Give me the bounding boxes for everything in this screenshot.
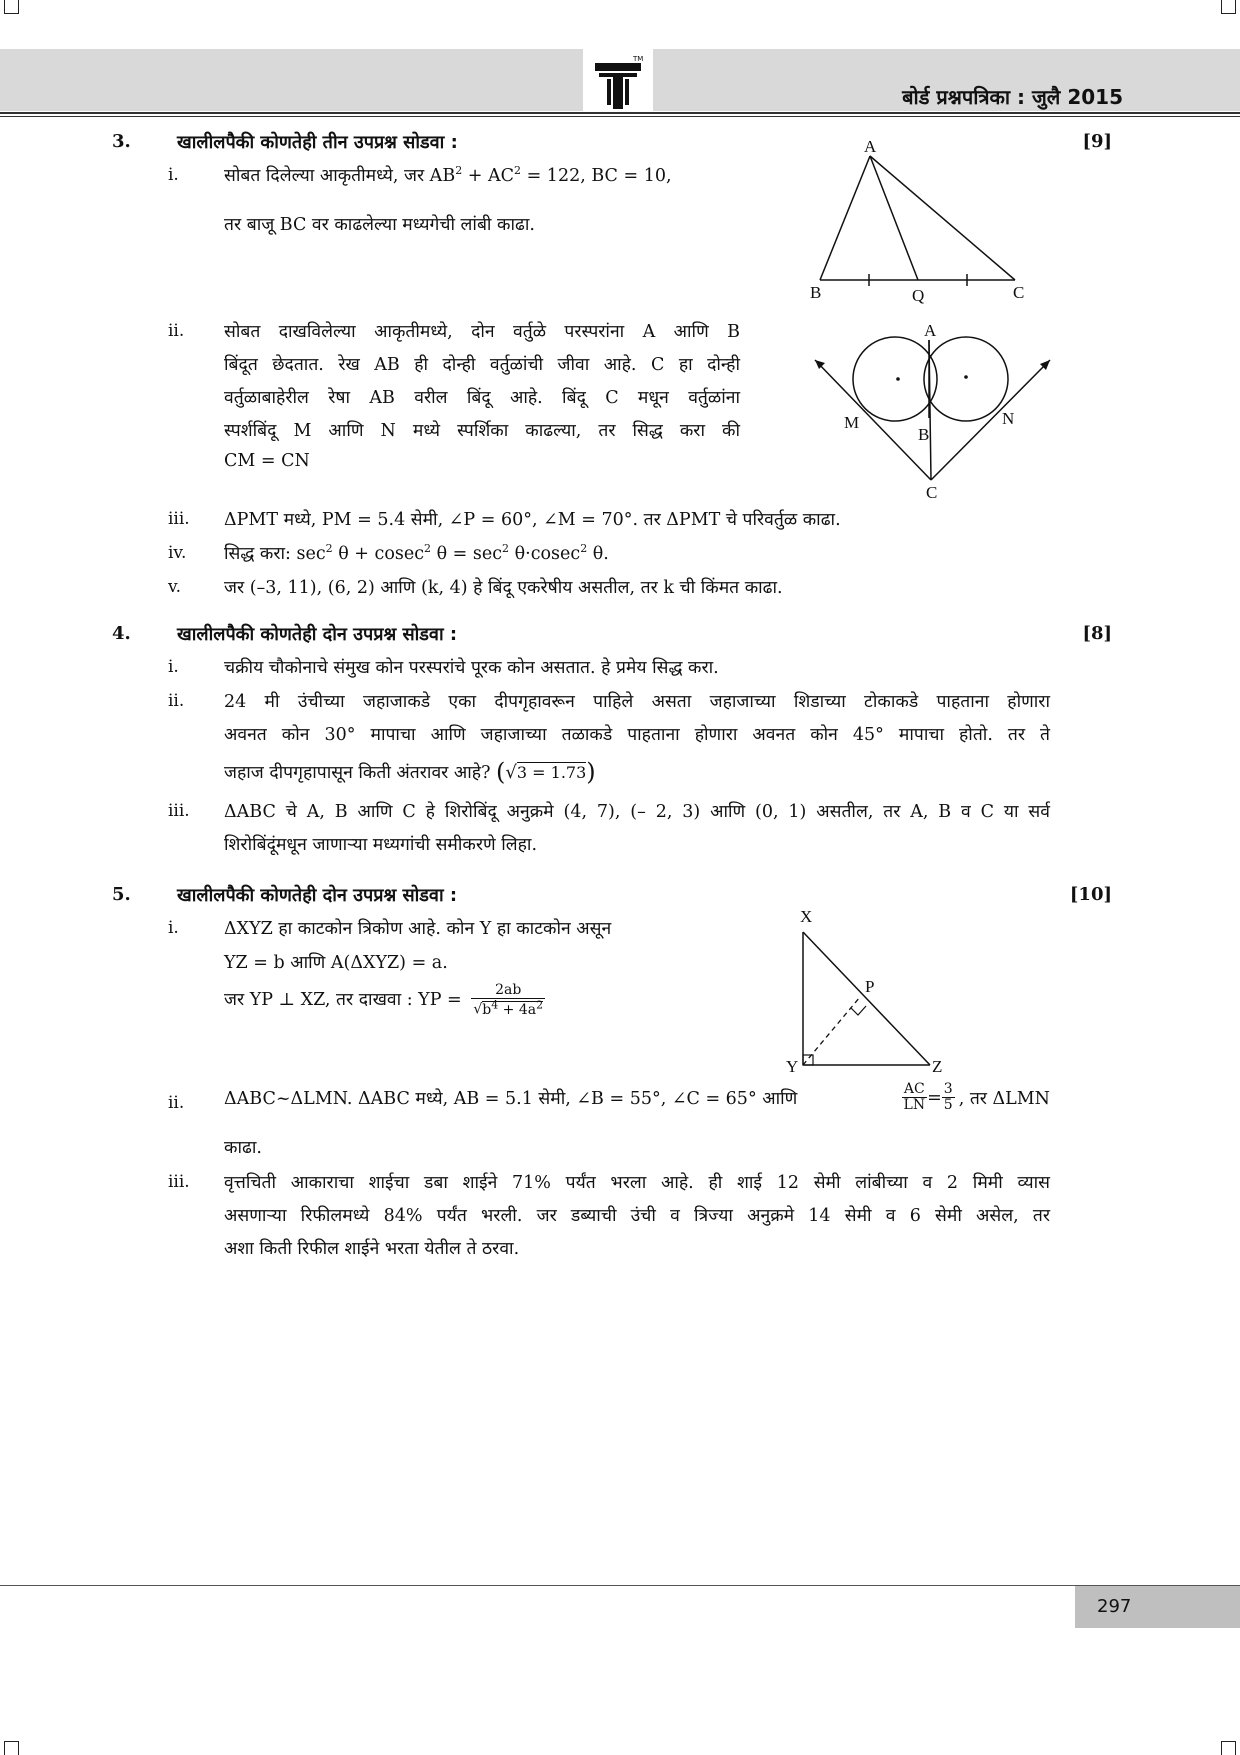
header-band-left [0, 49, 583, 111]
question-number: 4. [112, 623, 131, 644]
subquestion-text: काढा. [224, 1138, 262, 1158]
subquestion-text: वर्तुळाबाहेरील रेषा AB वरील बिंदू आहे. बिंदू C मधून वर्तुळांना [224, 388, 740, 408]
subquestion-label: v. [168, 577, 181, 597]
figure-label-A: A [864, 138, 877, 156]
subquestion-label: i. [168, 657, 179, 677]
question-number: 3. [112, 131, 131, 152]
crop-mark-top-left [4, 0, 19, 14]
trademark-text: TM [633, 55, 644, 63]
subquestion-text: सोबत दिलेल्या आकृतीमध्ये, जर $AB^2 + AC^2 = 122$, BC = 10, [224, 164, 672, 186]
figure-label-B: B [918, 425, 930, 444]
subquestion-text: ΔABC~ΔLMN. ΔABC मध्ये, AB = 5.1 सेमी, ∠B = 55°, ∠C = 65° आणि $\frac{AC}{LN}$ = $\frac{3}{5}$ , तर ΔLMN [224, 1081, 1050, 1114]
subquestion-text: ΔABC चे A, B आणि C हे शिरोबिंदू अनुक्रमे (4, 7), (– 2, 3) आणि (0, 1) असतील, तर A, B व C या सर्व [224, 802, 1050, 822]
figure-label-Z: Z [932, 1057, 943, 1076]
page-number: 297 [1097, 1596, 1132, 1617]
subquestion-text: वृत्तचिती आकाराचा शाईचा डबा शाईने 71% पर्यंत भरला आहे. ही शाई 12 सेमी लांबीच्या व 2 मिमी व्यास [224, 1173, 1050, 1193]
footer-rule [0, 1585, 1240, 1586]
subquestion-text: अवनत कोन 30° मापाचा आणि जहाजाच्या तळाकडे पाहताना होणारा अवनत कोन 45° मापाचा होतो. तर ते [224, 725, 1050, 745]
header-rule-thick [0, 112, 1240, 114]
subquestion-label: iv. [168, 543, 187, 563]
subquestion-text: चक्रीय चौकोनाचे संमुख कोन परस्परांचे पूरक कोन असतात. हे प्रमेय सिद्ध करा. [224, 658, 719, 678]
fraction: $\frac{2ab}{√b^4 + 4a^2}$ [473, 982, 544, 1019]
question-heading: खालीलपैकी कोणतेही दोन उपप्रश्न सोडवा : [177, 885, 458, 906]
subquestion-label: iii. [168, 509, 190, 529]
page-header-title: बोर्ड प्रश्नपत्रिका : जुलै 2015 [902, 85, 1123, 109]
subquestion-label: ii. [168, 1093, 185, 1113]
question-marks: [10] [1069, 884, 1112, 905]
subquestion-text: जर (–3, 11), (6, 2) आणि (k, 4) हे बिंदू एकरेषीय असतील, तर k ची किंमत काढा. [224, 578, 783, 598]
header-rule-thin [0, 116, 1240, 117]
subquestion-label: iii. [168, 801, 190, 821]
subquestion-text: असणाऱ्या रिफीलमध्ये 84% पर्यंत भरली. जर डब्याची उंची व त्रिज्या अनुक्रमे 14 सेमी व 6 सेमी असेल, तर [224, 1206, 1050, 1226]
subquestion-text: शिरोबिंदूंमधून जाणाऱ्या मध्यगांची समीकरणे लिहा. [224, 835, 538, 855]
subquestion-text: सिद्ध करा: $\sec^2 \theta + cosec^2$ $\theta = \sec^2 \theta\cdot cosec^2$ θ. [224, 542, 609, 564]
subquestion-text: सोबत दाखविलेल्या आकृतीमध्ये, दोन वर्तुळे परस्परांना A आणि B [224, 322, 740, 342]
subquestion-label: i. [168, 918, 179, 938]
figure-label-M: M [844, 413, 860, 432]
fraction: $\frac{AC}{LN}$ [903, 1081, 926, 1114]
subquestion-text: अशा किती रिफील शाईने भरता येतील ते ठरवा. [224, 1239, 520, 1259]
question-heading: खालीलपैकी कोणतेही दोन उपप्रश्न सोडवा : [177, 624, 458, 645]
subquestion-text: ΔPMT मध्ये, PM = 5.4 सेमी, ∠P = 60°, ∠M = 70°. तर ΔPMT चे परिवर्तुळ काढा. [224, 510, 841, 530]
subquestion-label: i. [168, 165, 179, 185]
subquestion-text: ΔXYZ हा काटकोन त्रिकोण आहे. कोन Y हा काटकोन असून [224, 919, 612, 939]
question-heading: खालीलपैकी कोणतेही तीन उपप्रश्न सोडवा : [177, 132, 458, 153]
subquestion-text: जहाज दीपगृहापासून किती अंतरावर आहे? (√3 = 1.73) [224, 758, 596, 786]
figure-label-C: C [1013, 283, 1025, 302]
subquestion-label: ii. [168, 691, 185, 711]
figure-label-N: N [1002, 409, 1015, 428]
figure-label-B: B [810, 283, 822, 302]
subquestion-text: जर YP ⊥ XZ, तर दाखवा : YP = $\frac{2ab}{√b^4 + 4a^2}$ [224, 982, 544, 1019]
target-publications-logo-icon [583, 49, 653, 111]
subquestion-text: बिंदूत छेदतात. रेख AB ही दोन्ही वर्तुळांची जीवा आहे. C हा दोन्ही [224, 355, 740, 375]
question-marks: [8] [1082, 623, 1112, 644]
sqrt-expression: 3 = 1.73 [516, 763, 587, 782]
figure-right-triangle [780, 900, 960, 1080]
question-number: 5. [112, 884, 131, 905]
figure-label-Q: Q [912, 286, 925, 305]
subquestion-text: स्पर्शबिंदू M आणि N मध्ये स्पर्शिका काढल्या, तर सिद्ध करा की [224, 421, 740, 441]
subquestion-text: तर बाजू BC वर काढलेल्या मध्यगेची लांबी काढा. [224, 215, 535, 235]
figure-triangle-median [800, 138, 1040, 308]
figure-label-Y: Y [786, 1057, 799, 1076]
figure-label-P: P [865, 977, 875, 996]
subquestion-text: 24 मी उंचीच्या जहाजाकडे एका दीपगृहावरून पाहिले असता जहाजाच्या शिडाच्या टोकाकडे पाहताना होणारा [224, 692, 1050, 712]
fraction: $\frac{3}{5}$ [943, 1081, 953, 1114]
crop-mark-bottom-left [4, 1741, 19, 1755]
page-number-box [1075, 1586, 1240, 1628]
subquestion-text: CM = CN [224, 451, 310, 471]
crop-mark-bottom-right [1221, 1741, 1236, 1755]
subquestion-label: iii. [168, 1172, 190, 1192]
figure-label-C: C [926, 483, 938, 502]
subquestion-label: ii. [168, 321, 185, 341]
question-marks: [9] [1082, 131, 1112, 152]
figure-two-circles-tangents [800, 322, 1060, 502]
figure-label-A: A [924, 322, 937, 340]
figure-label-X: X [800, 907, 813, 926]
crop-mark-top-right [1221, 0, 1236, 14]
subquestion-text: YZ = b आणि A(ΔXYZ) = a. [224, 953, 448, 973]
